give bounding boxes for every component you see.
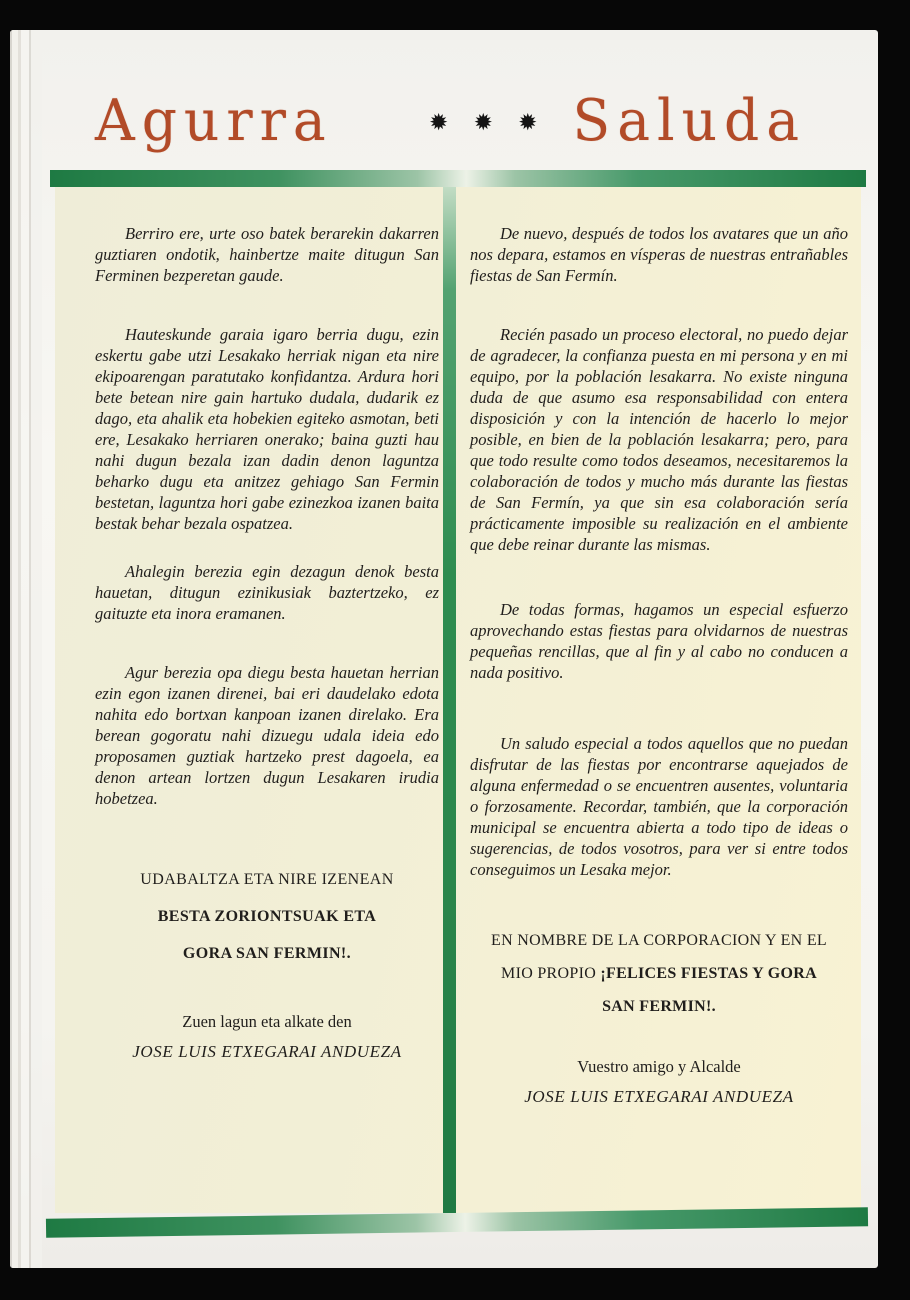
signature-spanish <box>470 1057 848 1107</box>
paragraph-spanish-2: Recién pasado un proceso electoral, no puedo dejar de agradecer, la confianza puesta en mi persona y en mi equipo, por la población lesakarra. No existe ninguna duda de que asumo esa responsabilidad con entera disposición y con la intención de hacerlo lo mejor posible, en bien de la población lesakarra; pero, para que todo resulte como todos deseamos, necesitaremos la colaboración de todos y mucho más durante las fiestas de San Fermín, ya que sin esa colaboración sería prácticamente imposible su realización en el ambiente que debe reinar durante las mismas. <box>470 325 848 554</box>
paragraph-spanish-4: Un saludo especial a todos aquellos que no puedan disfrutar de las fiestas por encontrarse aquejados de alguna enfermedad o se encuentren ausentes, voluntaria o forzosamente. Recordar, también, que la corporación municipal se encuentra abierta a todo tipo de ideas o sugerencias, de todos vosotros, para ver si entre todos conseguimos un Lesaka mejor. <box>470 734 848 879</box>
closing-block-basque <box>95 861 439 972</box>
column-spanish <box>470 223 848 1107</box>
column-basque <box>95 223 439 1062</box>
content-panel <box>55 187 861 1213</box>
signature-role: Vuestro amigo y Alcalde <box>577 1057 741 1076</box>
paragraph-basque-3: Ahalegin berezia egin dezagun denok besta hauetan, ditugun ezinikusiak baztertzeko, ez gaituzte eta inora eramanen. <box>95 562 439 623</box>
closing-line: GORA SAN FERMIN!. <box>182 945 352 962</box>
closing-regular-text: EN NOMBRE DE LA CORPORACION Y EN EL MIO PROPIO <box>491 932 827 982</box>
signature-name: JOSE LUIS ETXEGARAI ANDUEZA <box>524 1087 794 1106</box>
paragraph-spanish-3: De todas formas, hagamos un especial esfuerzo aprovechando estas fiestas para olvidarnos de nuestras pequeñas rencillas, que al fin y al cabo no conducen a nada positivo. <box>470 600 848 682</box>
page-title-basque: Agurra <box>95 86 333 154</box>
closing-line: BESTA ZORIONTSUAK ETA <box>157 908 377 925</box>
paragraph-basque-1: Berriro ere, urte oso batek berarekin dakarren guztiaren ondotik, hainbertze maite ditugun San Ferminen bezperetan gaude. <box>95 224 439 285</box>
signature-basque <box>95 1012 439 1062</box>
page-binding-edge <box>10 30 42 1268</box>
magazine-page <box>10 30 878 1268</box>
closing-block-spanish <box>488 924 830 1023</box>
top-divider-bar <box>50 170 866 187</box>
signature-role: Zuen lagun eta alkate den <box>182 1012 352 1031</box>
closing-line: UDABALTZA ETA NIRE IZENEAN <box>140 871 394 888</box>
star-separator-icon: ✹ ✹ ✹ <box>429 110 547 136</box>
closing-bold-text: ¡FELICES FIESTAS Y GORA SAN FERMIN!. <box>600 965 817 1015</box>
page-title-spanish: Saluda <box>572 86 806 154</box>
paragraph-spanish-1: De nuevo, después de todos los avatares que un año nos depara, estamos en vísperas de nuestras entrañables fiestas de San Fermín. <box>470 224 848 285</box>
paragraph-basque-2: Hauteskunde garaia igaro berria dugu, ezin eskertu gabe utzi Lesakako herriak nigan eta nire ekipoarengan paratutako konfidantza. Ardura hori bete betean nire gain hartuko dudala, dudarik ez dago, eta ahalik eta hobekien egiteko asmotan, beti ere, Lesakako herriaren onerako; baina guzti hau nahi dugun bezala izan dadin denon laguntza beharko dugu eta anitzez gehiago San Fermin bestetan, laguntza hori gabe ezinezkoa izanen baita bestak behar bezala ospatzea. <box>95 325 439 533</box>
column-divider <box>443 187 456 1213</box>
signature-name: JOSE LUIS ETXEGARAI ANDUEZA <box>132 1042 402 1061</box>
paragraph-basque-4: Agur berezia opa diegu besta hauetan herrian ezin egon izanen direnei, bai eri daudelako edota nahita edo bortxan kanpoan izanen direlako. Era berean gogoratu nahi dizuegu udala ideia edo proposamen guztiak hartzeko prest dagoela, ea denon artean lortzen dugun Lesakaren irudia hobetzea. <box>95 663 439 808</box>
